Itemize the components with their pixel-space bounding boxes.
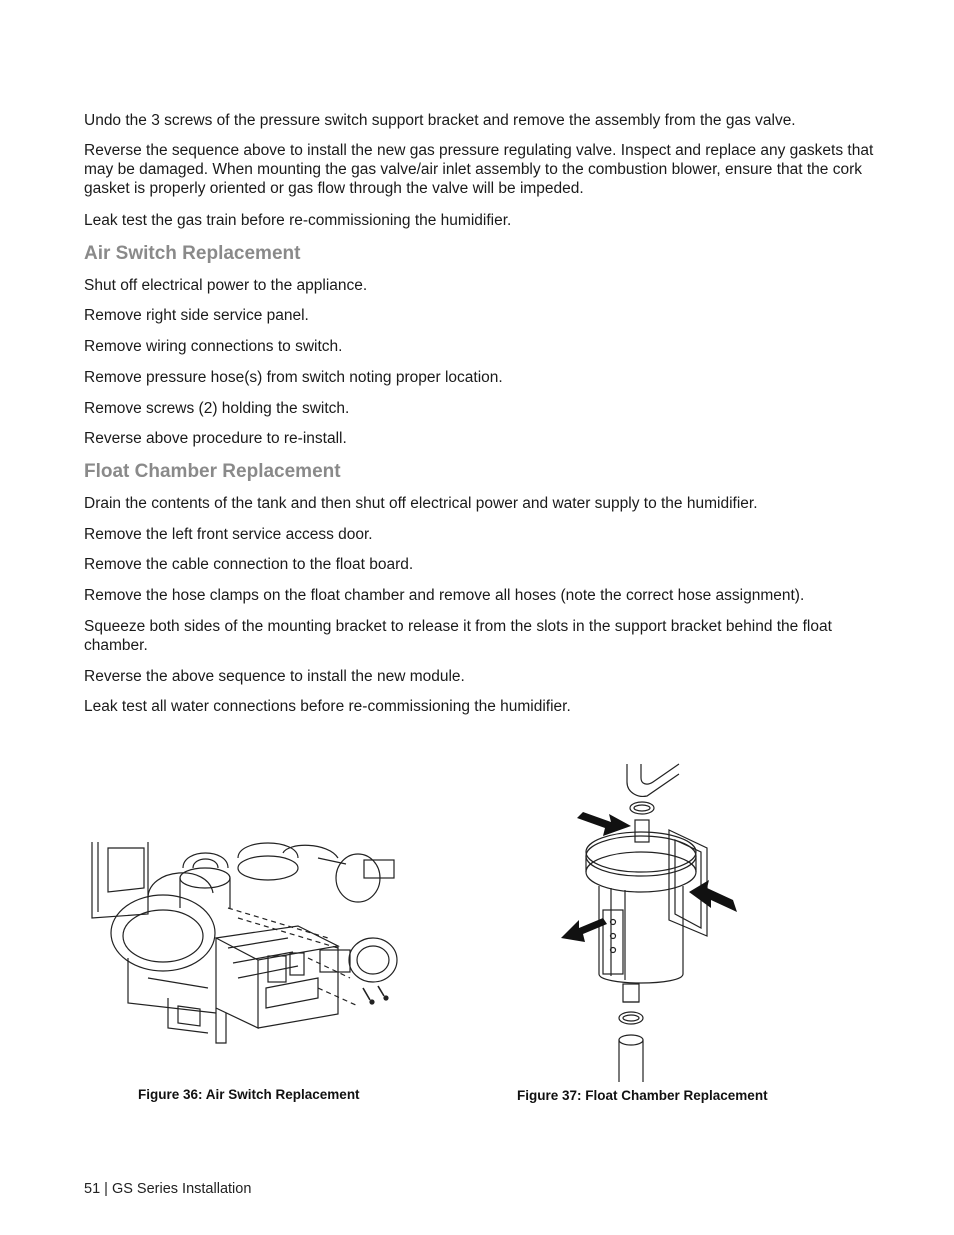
float-chamber-heading: Float Chamber Replacement	[84, 461, 341, 482]
figure-37-float-chamber-illustration	[519, 760, 774, 1082]
intro-paragraph-3: Leak test the gas train before re-commissioning the humidifier.	[84, 212, 512, 229]
air-switch-step: Reverse above procedure to re-install.	[84, 430, 347, 447]
float-chamber-step: Reverse the above sequence to install the new module.	[84, 668, 465, 685]
float-chamber-step: Drain the contents of the tank and then shut off electrical power and water supply to the humidifier.	[84, 495, 758, 512]
float-chamber-step: Remove the cable connection to the float board.	[84, 556, 414, 573]
air-switch-step: Remove pressure hose(s) from switch noting proper location.	[84, 369, 503, 386]
page-footer: 51 | GS Series Installation	[84, 1181, 252, 1197]
float-chamber-step: Remove the hose clamps on the float chamber and remove all hoses (note the correct hose assignment).	[84, 587, 805, 604]
float-chamber-step: Squeeze both sides of the mounting bracket to release it from the slots in the support bracket behind the float chamber.	[84, 618, 832, 654]
air-switch-step: Remove right side service panel.	[84, 307, 309, 324]
float-chamber-step: Leak test all water connections before re-commissioning the humidifier.	[84, 698, 571, 715]
air-switch-step: Shut off electrical power to the appliance.	[84, 277, 368, 294]
figure-36-air-switch-illustration	[88, 838, 418, 1050]
air-switch-step: Remove screws (2) holding the switch.	[84, 400, 350, 417]
figure-36-caption: Figure 36: Air Switch Replacement	[138, 1087, 360, 1102]
figure-37-caption: Figure 37: Float Chamber Replacement	[517, 1088, 768, 1103]
intro-paragraph-2: Reverse the sequence above to install the new gas pressure regulating valve. Inspect and replace any gaskets that may be damaged. When mounting the gas valve/air inlet assembly to the combustion blower, ensure that the cork gasket is properly oriented or gas flow through the valve will be impeded.	[84, 142, 874, 197]
intro-paragraph-1: Undo the 3 screws of the pressure switch support bracket and remove the assembly from the gas valve.	[84, 112, 796, 129]
air-switch-heading: Air Switch Replacement	[84, 243, 301, 264]
air-switch-step: Remove wiring connections to switch.	[84, 338, 343, 355]
float-chamber-step: Remove the left front service access door.	[84, 526, 373, 543]
